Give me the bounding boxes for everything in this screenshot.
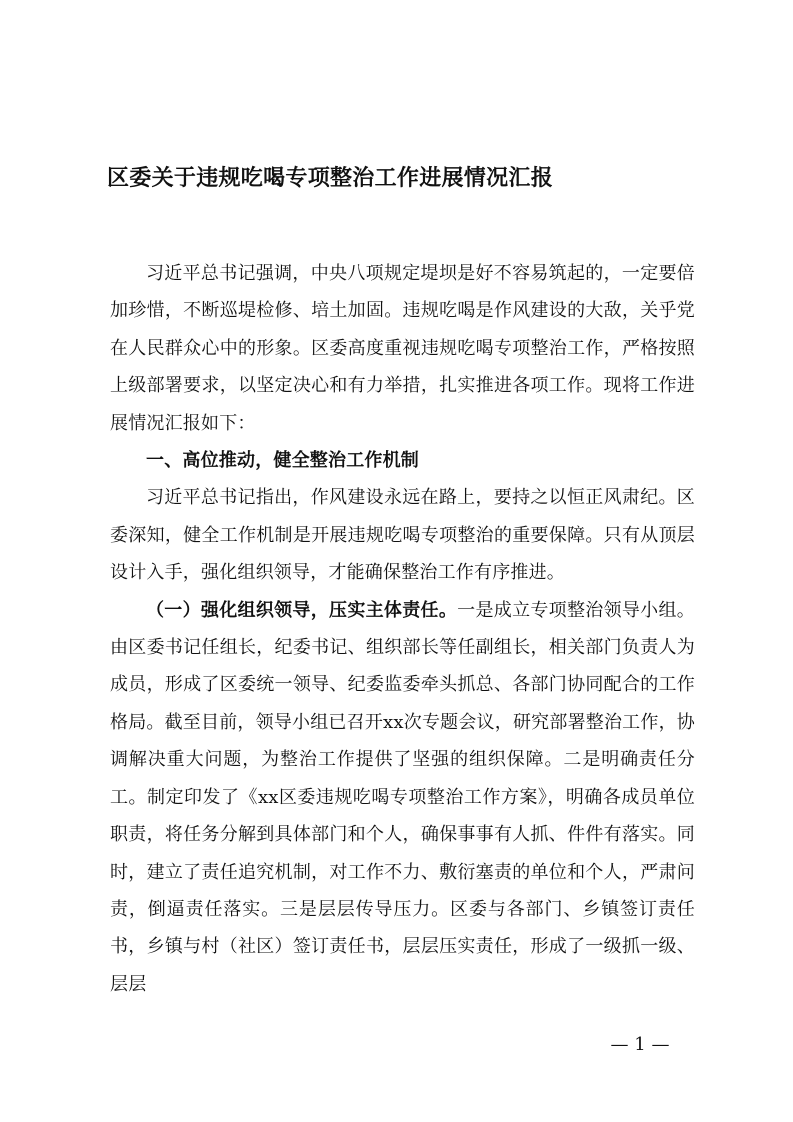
section-1-heading: 一、高位推动，健全整治工作机制 xyxy=(146,450,419,472)
page-number: — 1 — xyxy=(610,1034,670,1055)
subsection-1-paragraph xyxy=(110,592,695,1003)
subsection-1-body: 一是成立专项整治领导小组。由区委书记任组长，纪委书记、组织部长等任副组长，相关部门负责人为成员，形成了区委统一领导、纪委监委牵头抓总、各部门协同配合的工作格局。截至目前，领导小组已召开xx次专题会议，研究部署整治工作，协调解决重大问题，为整治工作提供了坚强的组织保障。二是明确责任分工。制定印发了《xx区委违规吃喝专项整治工作方案》，明确各成员单位职责，将任务分解到具体部门和个人，确保事事有人抓、件件有落实。同时，建立了责任追究机制，对工作不力、敷衍塞责的单位和个人，严肃问责，倒逼责任落实。三是层层传导压力。区委与各部门、乡镇签订责任书，乡镇与村（社区）签订责任书，层层压实责任，形成了一级抓一级、层层 xyxy=(110,599,695,995)
document-body xyxy=(110,255,695,1003)
subsection-1-heading: （一）强化组织领导，压实主体责任。 xyxy=(146,599,458,621)
section-1-paragraph: 习近平总书记指出，作风建设永远在路上，要持之以恒正风肃纪。区委深知，健全工作机制是开展违规吃喝专项整治的重要保障。只有从顶层设计入手，强化组织领导，才能确保整治工作有序推进。 xyxy=(110,487,695,584)
intro-paragraph: 习近平总书记强调，中央八项规定堤坝是好不容易筑起的，一定要倍加珍惜，不断巡堤检修、培土加固。违规吃喝是作风建设的大敌，关乎党在人民群众心中的形象。区委高度重视违规吃喝专项整治工作，严格按照上级部署要求，以坚定决心和有力举措，扎实推进各项工作。现将工作进展情况汇报如下： xyxy=(110,263,695,434)
document-title: 区委关于违规吃喝专项整治工作进展情况汇报 xyxy=(107,166,554,191)
